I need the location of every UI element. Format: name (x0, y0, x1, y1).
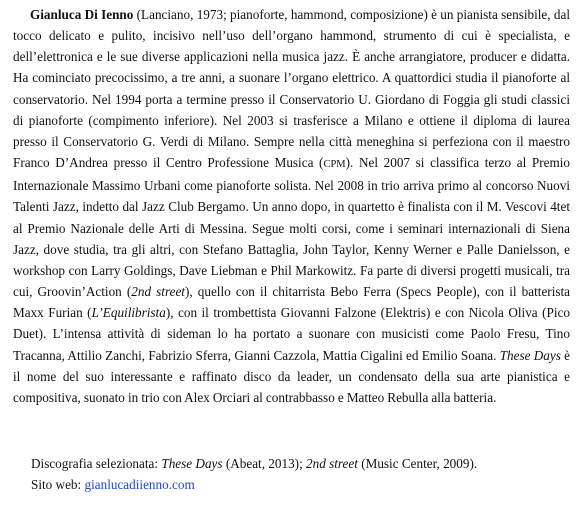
website-label: Sito web: (31, 477, 85, 492)
bio-text-4: ), con il trombettista Giovanni Falzone (Elektris) e con Nicola Oliva (Pico Duet). L’intensa attività di sideman lo ha portato a suonare con musicisti come Paolo Fresu, Tino Tracanna, Attilio Zanchi, Fabrizio Sferra, Gianni Cazzola, Mattia Cigalini ed Emilio Soana. (13, 305, 570, 363)
bio-title-2nd-street: 2nd street (131, 284, 185, 300)
discography-album-2: 2nd street (306, 456, 358, 471)
discography-album-1-info: (Abeat, 2013); (222, 456, 307, 471)
bio-title-these-days: These Days (499, 347, 561, 363)
discography-album-1: These Days (161, 456, 223, 471)
discography-label: Discografia selezionata: (31, 456, 162, 471)
bio-text-1: (Lanciano, 1973; pianoforte, hammond, composizione) è un pianista sensibile, dal tocco delicato e pulito, incisivo nell’uso dell’organo hammond, strumento di cui è specialista, e dell’elettronica e le sue diverse applicazioni nella musica jazz. È anche arrangiatore, producer e didatta. Ha cominciato precocissimo, a tre anni, a suonare l’organo elettrico. A quattordici studia il pianoforte al conservatorio. Nel 1994 porta a termine presso il Conservatorio U. Giordano di Foggia gli studi classici di pianoforte (compimento inferiore). Nel 2003 si trasferisce a Milano e ottiene il diploma di laurea presso il Conservatorio G. Verdi di Milano. Sempre nella città meneghina si perfeziona con il maestro Franco D’Andrea presso il Centro Professione Musica ( (13, 7, 570, 171)
discography-line (31, 453, 477, 474)
bio-text-2: ). Nel 2007 si classifica terzo al Premio Internazionale Massimo Urbani come pianoforte solista. Nel 2008 in trio arriva primo al concorso Nuovi Talenti Jazz, indetto dal Jazz Club Bergamo. Un anno dopo, in quartetto è finalista con il M. Vescovi 4tet al Premio Nazionale delle Arti di Messina. Segue molti corsi, come i seminari internazionali di Siena Jazz, dove studia, tra gli altri, con Stefano Battaglia, John Taylor, Kenny Werner e Palle Danielsson, e workshop con Larry Goldings, Dave Liebman e Phil Markowitz. Fa parte di diversi progetti musicali, tra cui, Groovin’Action ( (13, 155, 571, 300)
website-link[interactable]: gianlucadiienno.com (84, 477, 195, 492)
discography-album-2-info: (Music Center, 2009). (357, 456, 478, 471)
bio-text-3: ), quello con il chitarrista Bebo Ferra (Specs People), con il batterista Maxx Furian ( (13, 284, 571, 321)
bio-title-equilibrista: L’Equilibrista (91, 305, 166, 321)
biography-paragraph (13, 4, 570, 408)
bio-abbrev-cpm: CPM (323, 159, 346, 171)
website-line (31, 474, 195, 495)
bio-text-5: è il nome del suo interessante e raffinato disco da leader, un condensato della sua arte pianistica e compositiva, suonato in trio con Alex Orciari al contrabbasso e Matteo Rebulla alla batteria. (13, 347, 571, 405)
artist-name: Gianluca Di Ienno (30, 7, 134, 22)
